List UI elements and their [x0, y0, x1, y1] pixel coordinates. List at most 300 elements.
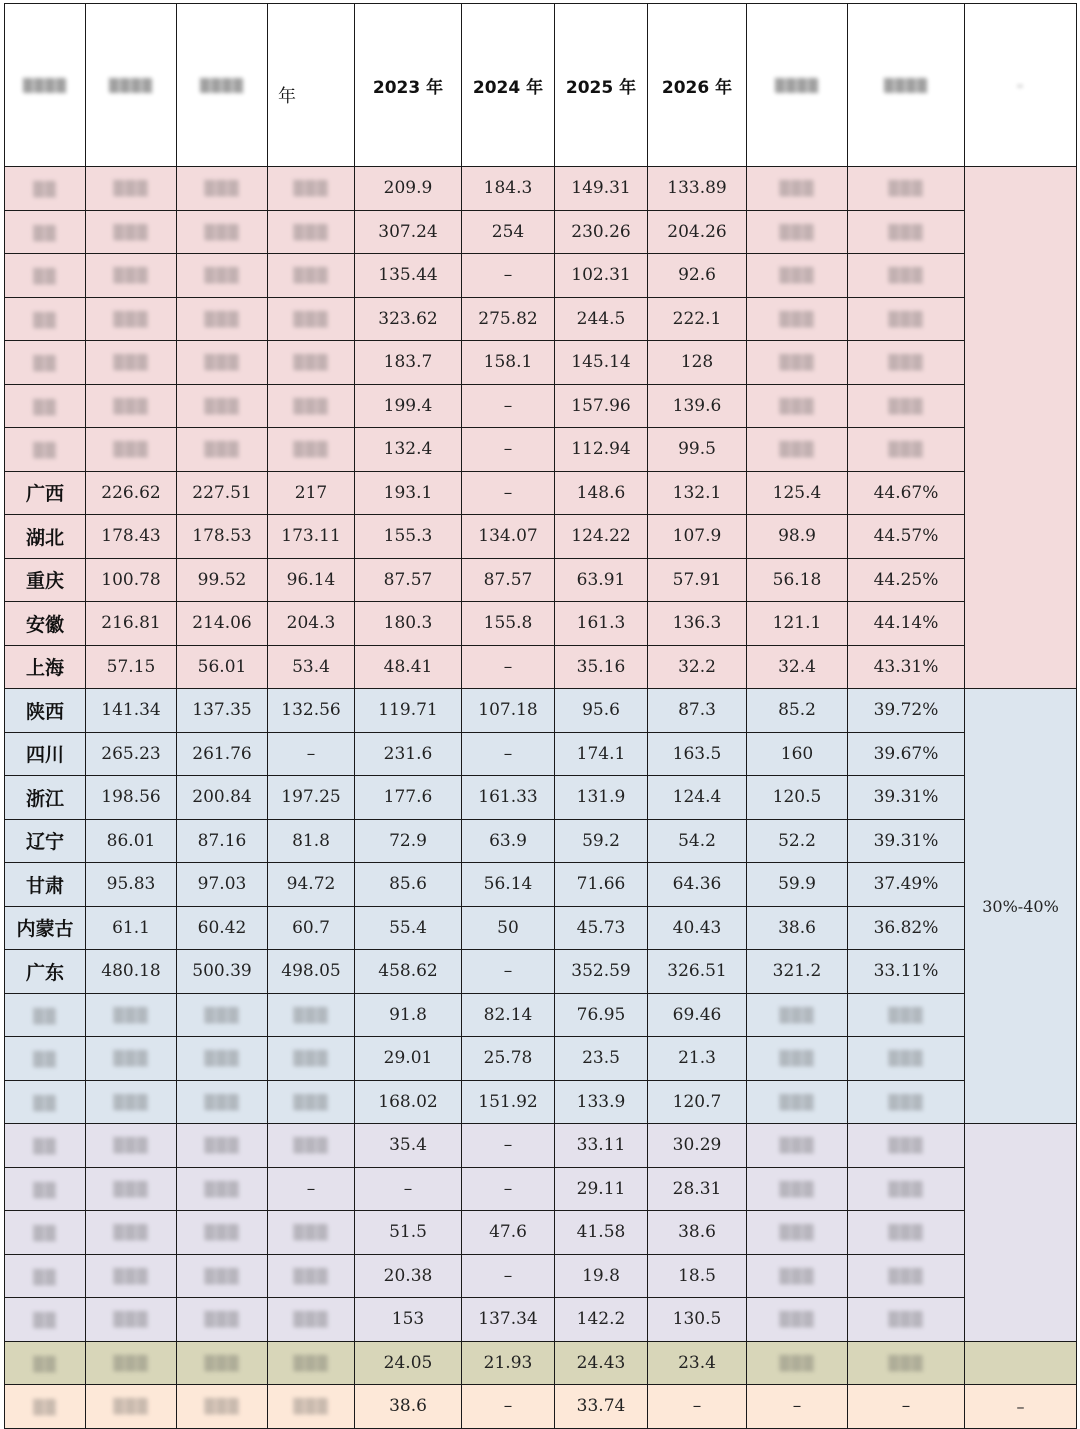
redacted-text: ▒▒: [33, 1356, 57, 1373]
redacted-text: ▒▒: [33, 312, 57, 329]
redacted-text: ▒▒▒: [204, 1312, 240, 1329]
table-row: [5, 1385, 1077, 1429]
redacted-text: ▒▒▒: [113, 1312, 149, 1329]
table-cell: 19.8: [555, 1254, 648, 1298]
table-cell: 92.6: [648, 254, 747, 298]
table-cell: 161.33: [462, 776, 555, 820]
table-cell: 43.31%: [848, 645, 965, 689]
province-cell: 四川: [5, 732, 86, 776]
table-cell: 21.3: [648, 1037, 747, 1081]
table-cell: –: [355, 1167, 462, 1211]
table-cell: [848, 1211, 965, 1255]
table-cell: –: [268, 1167, 355, 1211]
table-cell: [177, 1211, 268, 1255]
province-cell: [5, 1341, 86, 1385]
table-cell: [177, 210, 268, 254]
table-cell: 95.83: [86, 863, 177, 907]
table-cell: [177, 384, 268, 428]
table-cell: 132.56: [268, 689, 355, 733]
table-cell: 59.9: [747, 863, 848, 907]
table-cell: [747, 384, 848, 428]
table-cell: 38.6: [747, 906, 848, 950]
group-range-cell: 30%-40%: [965, 689, 1077, 1124]
table-cell: [268, 167, 355, 211]
table-cell: 44.67%: [848, 471, 965, 515]
table-row: [5, 384, 1077, 428]
table-cell: [747, 993, 848, 1037]
redacted-text: ▒▒▒: [204, 311, 240, 328]
redacted-text: ▒▒: [33, 269, 57, 286]
table-cell: 51.5: [355, 1211, 462, 1255]
table-row: [5, 1254, 1077, 1298]
table-cell: 40.43: [648, 906, 747, 950]
table-cell: [747, 1037, 848, 1081]
table-cell: 39.31%: [848, 819, 965, 863]
table-cell: [268, 1124, 355, 1168]
table-cell: 30.29: [648, 1124, 747, 1168]
table-cell: [177, 341, 268, 385]
table-cell: 81.8: [268, 819, 355, 863]
province-cell: [5, 1124, 86, 1168]
table-cell: [177, 1124, 268, 1168]
table-cell: 480.18: [86, 950, 177, 994]
table-cell: 352.59: [555, 950, 648, 994]
table-cell: [747, 1124, 848, 1168]
table-cell: 44.25%: [848, 558, 965, 602]
table-row: [5, 471, 1077, 515]
table-cell: [848, 1341, 965, 1385]
table-cell: [268, 993, 355, 1037]
redacted-text: ▒▒▒: [113, 1268, 149, 1285]
table-cell: 120.5: [747, 776, 848, 820]
redacted-text: ▒▒▒: [779, 1355, 815, 1372]
redacted-text: ▒▒▒: [204, 181, 240, 198]
redacted-text: ▒▒▒: [779, 268, 815, 285]
redacted-text: ▒▒▒: [888, 355, 924, 372]
table-cell: 173.11: [268, 515, 355, 559]
table-cell: 63.9: [462, 819, 555, 863]
table-cell: 209.9: [355, 167, 462, 211]
redacted-text: ▒▒: [33, 1269, 57, 1286]
redacted-text: ▒▒: [33, 1008, 57, 1025]
redacted-text: ▒▒: [33, 182, 57, 199]
table-cell: [848, 384, 965, 428]
table-cell: 107.18: [462, 689, 555, 733]
table-cell: –: [268, 732, 355, 776]
table-cell: 44.14%: [848, 602, 965, 646]
table-cell: [268, 384, 355, 428]
data-table: [4, 3, 1077, 1429]
redacted-text: ▒▒▒: [293, 181, 329, 198]
table-cell: 72.9: [355, 819, 462, 863]
province-cell: [5, 384, 86, 428]
redacted-text: ▒▒▒: [113, 1007, 149, 1024]
table-cell: 132.1: [648, 471, 747, 515]
table-row: [5, 167, 1077, 211]
table-cell: 151.92: [462, 1080, 555, 1124]
table-cell: [848, 1124, 965, 1168]
redacted-text: ▒▒▒: [779, 355, 815, 372]
table-cell: 24.43: [555, 1341, 648, 1385]
table-cell: 41.58: [555, 1211, 648, 1255]
redacted-text: ▒▒▒: [204, 224, 240, 241]
table-cell: [848, 1037, 965, 1081]
table-cell: 35.16: [555, 645, 648, 689]
table-row: [5, 1080, 1077, 1124]
table-cell: 133.89: [648, 167, 747, 211]
table-cell: 38.6: [648, 1211, 747, 1255]
table-cell: [177, 167, 268, 211]
table-cell: [747, 167, 848, 211]
redacted-text: ▒▒: [33, 443, 57, 460]
province-cell: [5, 254, 86, 298]
redacted-text: ▒▒▒: [293, 268, 329, 285]
table-row: [5, 906, 1077, 950]
province-cell: [5, 1167, 86, 1211]
province-cell: [5, 341, 86, 385]
redacted-text: ▒▒▒: [888, 1181, 924, 1198]
table-cell: 39.72%: [848, 689, 965, 733]
table-cell: 120.7: [648, 1080, 747, 1124]
table-row: [5, 254, 1077, 298]
redacted-text: ▒▒▒: [888, 181, 924, 198]
table-cell: 141.34: [86, 689, 177, 733]
table-cell: 44.57%: [848, 515, 965, 559]
redacted-text: ▒▒▒: [113, 1225, 149, 1242]
table-cell: 124.22: [555, 515, 648, 559]
table-cell: 21.93: [462, 1341, 555, 1385]
redacted-text: ▒▒▒: [204, 1225, 240, 1242]
redacted-text: ▒▒▒: [779, 1268, 815, 1285]
redacted-text: ▒▒▒: [888, 311, 924, 328]
province-cell: [5, 993, 86, 1037]
header-cell-year: 年: [268, 4, 355, 167]
table-cell: [848, 1298, 965, 1342]
table-cell: 57.91: [648, 558, 747, 602]
table-cell: 265.23: [86, 732, 177, 776]
table-cell: 214.06: [177, 602, 268, 646]
table-row: [5, 515, 1077, 559]
table-cell: [177, 254, 268, 298]
group-range-cell: [965, 1341, 1077, 1385]
table-cell: [747, 428, 848, 472]
table-cell: 197.25: [268, 776, 355, 820]
table-row: [5, 1124, 1077, 1168]
redacted-text: ▒▒▒: [888, 1225, 924, 1242]
table-cell: 158.1: [462, 341, 555, 385]
redacted-text: ▒▒▒: [293, 224, 329, 241]
table-cell: [177, 993, 268, 1037]
table-cell: [86, 1080, 177, 1124]
table-row: [5, 1211, 1077, 1255]
table-cell: 100.78: [86, 558, 177, 602]
province-cell: 内蒙古: [5, 906, 86, 950]
table-cell: 56.14: [462, 863, 555, 907]
table-cell: [177, 297, 268, 341]
table-cell: 95.6: [555, 689, 648, 733]
redacted-text: ▒▒▒: [779, 442, 815, 459]
redacted-text: ▒▒▒: [779, 1094, 815, 1111]
table-row: [5, 819, 1077, 863]
table-cell: –: [462, 428, 555, 472]
table-cell: 64.36: [648, 863, 747, 907]
table-cell: 498.05: [268, 950, 355, 994]
table-cell: –: [462, 1124, 555, 1168]
table-row: [5, 1298, 1077, 1342]
redacted-text: ▒▒▒: [888, 1355, 924, 1372]
table-cell: [86, 1298, 177, 1342]
table-cell: 326.51: [648, 950, 747, 994]
redacted-text: ▒▒▒: [113, 181, 149, 198]
redacted-text: ▒▒▒: [204, 1355, 240, 1372]
redacted-text: ▒▒▒: [293, 355, 329, 372]
table-cell: [86, 1211, 177, 1255]
redacted-text: ▒▒: [33, 399, 57, 416]
table-row: [5, 1167, 1077, 1211]
table-cell: 107.9: [648, 515, 747, 559]
table-cell: 55.4: [355, 906, 462, 950]
table-cell: [747, 210, 848, 254]
table-cell: 29.11: [555, 1167, 648, 1211]
table-cell: 222.1: [648, 297, 747, 341]
redacted-text: ▒▒▒: [293, 398, 329, 415]
table-cell: 199.4: [355, 384, 462, 428]
table-cell: 200.84: [177, 776, 268, 820]
table-cell: 52.2: [747, 819, 848, 863]
table-cell: 128: [648, 341, 747, 385]
redacted-text: ▒▒▒: [293, 1312, 329, 1329]
province-cell: [5, 210, 86, 254]
province-cell: 重庆: [5, 558, 86, 602]
group-range-cell: [965, 1124, 1077, 1342]
table-cell: 174.1: [555, 732, 648, 776]
table-cell: 97.03: [177, 863, 268, 907]
redacted-text: ▒▒▒: [888, 442, 924, 459]
province-cell: 上海: [5, 645, 86, 689]
province-cell: [5, 167, 86, 211]
table-cell: [268, 1211, 355, 1255]
table-cell: 217: [268, 471, 355, 515]
table-cell: 94.72: [268, 863, 355, 907]
redacted-text: ▒▒▒: [113, 442, 149, 459]
table-cell: 18.5: [648, 1254, 747, 1298]
redacted-text: ▒▒▒: [293, 1399, 329, 1416]
redacted-text: ▒▒▒: [204, 355, 240, 372]
redacted-text: ▒▒▒: [293, 1094, 329, 1111]
table-cell: 47.6: [462, 1211, 555, 1255]
header-cell-blurred: ▒▒▒▒: [177, 4, 268, 167]
table-cell: 76.95: [555, 993, 648, 1037]
province-cell: [5, 1298, 86, 1342]
table-cell: 32.4: [747, 645, 848, 689]
table-cell: [268, 428, 355, 472]
table-cell: 142.2: [555, 1298, 648, 1342]
table-cell: [268, 1080, 355, 1124]
redacted-text: ▒▒▒: [113, 268, 149, 285]
table-cell: [268, 1385, 355, 1429]
table-cell: [848, 1167, 965, 1211]
table-cell: 204.3: [268, 602, 355, 646]
table-cell: 86.01: [86, 819, 177, 863]
table-cell: 323.62: [355, 297, 462, 341]
province-cell: 甘肃: [5, 863, 86, 907]
table-cell: 161.3: [555, 602, 648, 646]
table-cell: 57.15: [86, 645, 177, 689]
table-cell: 155.3: [355, 515, 462, 559]
province-cell: [5, 1385, 86, 1429]
table-cell: 36.82%: [848, 906, 965, 950]
table-cell: –: [462, 384, 555, 428]
table-cell: [86, 167, 177, 211]
table-cell: 59.2: [555, 819, 648, 863]
redacted-text: ▒▒▒: [293, 1268, 329, 1285]
table-row: [5, 297, 1077, 341]
table-cell: [86, 210, 177, 254]
table-cell: [848, 254, 965, 298]
header-cell-blurred: ▒▒▒▒: [848, 4, 965, 167]
table-cell: [177, 1385, 268, 1429]
table-cell: [268, 1341, 355, 1385]
table-cell: [848, 297, 965, 341]
redacted-text: ▒▒▒: [204, 442, 240, 459]
table-cell: 178.43: [86, 515, 177, 559]
redacted-text: ▒▒: [33, 1182, 57, 1199]
table-cell: 261.76: [177, 732, 268, 776]
table-cell: [747, 1080, 848, 1124]
redacted-text: ▒▒▒: [113, 1181, 149, 1198]
redacted-text: ▒▒▒: [888, 1094, 924, 1111]
table-cell: 254: [462, 210, 555, 254]
table-cell: 71.66: [555, 863, 648, 907]
table-cell: –: [462, 950, 555, 994]
table-cell: 149.31: [555, 167, 648, 211]
redacted-text: ▒▒▒: [113, 398, 149, 415]
redacted-text: ▒▒▒: [779, 398, 815, 415]
table-cell: 56.01: [177, 645, 268, 689]
table-cell: 96.14: [268, 558, 355, 602]
province-cell: 安徽: [5, 602, 86, 646]
table-cell: 230.26: [555, 210, 648, 254]
table-cell: [747, 1341, 848, 1385]
redacted-text: ▒▒▒: [779, 224, 815, 241]
table-cell: 157.96: [555, 384, 648, 428]
data-table-sheet: [4, 3, 1077, 1429]
province-cell: 湖北: [5, 515, 86, 559]
table-cell: 155.8: [462, 602, 555, 646]
table-cell: [268, 1298, 355, 1342]
redacted-text: ▒▒▒: [779, 181, 815, 198]
table-cell: 85.2: [747, 689, 848, 733]
header-cell-blurred: –: [965, 4, 1077, 167]
table-cell: 153: [355, 1298, 462, 1342]
table-cell: [268, 254, 355, 298]
redacted-text: ▒▒: [33, 225, 57, 242]
table-cell: –: [462, 254, 555, 298]
table-cell: [848, 428, 965, 472]
table-cell: [86, 1385, 177, 1429]
table-cell: 35.4: [355, 1124, 462, 1168]
redacted-text: ▒▒▒: [113, 355, 149, 372]
header-cell-blurred: ▒▒▒▒: [86, 4, 177, 167]
table-cell: 69.46: [648, 993, 747, 1037]
table-cell: 119.71: [355, 689, 462, 733]
table-cell: 99.5: [648, 428, 747, 472]
redacted-text: ▒▒▒: [293, 1051, 329, 1068]
table-cell: –: [462, 471, 555, 515]
province-cell: [5, 1254, 86, 1298]
table-cell: [177, 1167, 268, 1211]
redacted-text: ▒▒▒: [888, 398, 924, 415]
table-row: [5, 863, 1077, 907]
redacted-text: ▒▒: [33, 356, 57, 373]
redacted-text: ▒▒▒: [779, 1181, 815, 1198]
redacted-text: ▒▒▒: [888, 1268, 924, 1285]
table-cell: 23.4: [648, 1341, 747, 1385]
table-cell: –: [462, 1385, 555, 1429]
table-cell: [177, 1254, 268, 1298]
table-cell: 134.07: [462, 515, 555, 559]
table-cell: [747, 1211, 848, 1255]
table-cell: [848, 1080, 965, 1124]
table-cell: [86, 297, 177, 341]
redacted-text: ▒▒: [33, 1400, 57, 1417]
province-cell: [5, 1037, 86, 1081]
table-cell: [268, 341, 355, 385]
table-row: [5, 732, 1077, 776]
table-row: [5, 1037, 1077, 1081]
table-cell: 87.3: [648, 689, 747, 733]
table-cell: [747, 341, 848, 385]
table-cell: 39.31%: [848, 776, 965, 820]
table-cell: 177.6: [355, 776, 462, 820]
table-cell: [268, 297, 355, 341]
table-cell: [747, 1254, 848, 1298]
table-row: [5, 1341, 1077, 1385]
redacted-text: ▒▒▒: [888, 268, 924, 285]
redacted-text: ▒▒▒: [204, 1051, 240, 1068]
table-cell: 102.31: [555, 254, 648, 298]
table-cell: 204.26: [648, 210, 747, 254]
table-cell: 168.02: [355, 1080, 462, 1124]
redacted-text: ▒▒▒: [204, 1007, 240, 1024]
table-cell: 56.18: [747, 558, 848, 602]
table-cell: 148.6: [555, 471, 648, 515]
group-range-cell: –: [965, 1385, 1077, 1429]
redacted-text: ▒▒▒: [779, 1051, 815, 1068]
table-cell: 307.24: [355, 210, 462, 254]
province-cell: [5, 1211, 86, 1255]
table-cell: 98.9: [747, 515, 848, 559]
table-cell: 61.1: [86, 906, 177, 950]
redacted-text: ▒▒▒: [113, 1094, 149, 1111]
table-cell: 136.3: [648, 602, 747, 646]
table-cell: [747, 297, 848, 341]
redacted-text: ▒▒▒: [888, 224, 924, 241]
redacted-text: ▒▒▒: [293, 1138, 329, 1155]
table-cell: 137.35: [177, 689, 268, 733]
table-cell: [86, 1254, 177, 1298]
table-row: [5, 950, 1077, 994]
table-cell: 137.34: [462, 1298, 555, 1342]
redacted-text: ▒▒▒: [204, 1181, 240, 1198]
table-cell: 216.81: [86, 602, 177, 646]
table-cell: 163.5: [648, 732, 747, 776]
table-cell: 124.4: [648, 776, 747, 820]
table-cell: 50: [462, 906, 555, 950]
redacted-text: ▒▒▒: [888, 1007, 924, 1024]
table-cell: 33.11%: [848, 950, 965, 994]
redacted-text: ▒▒▒: [293, 1355, 329, 1372]
